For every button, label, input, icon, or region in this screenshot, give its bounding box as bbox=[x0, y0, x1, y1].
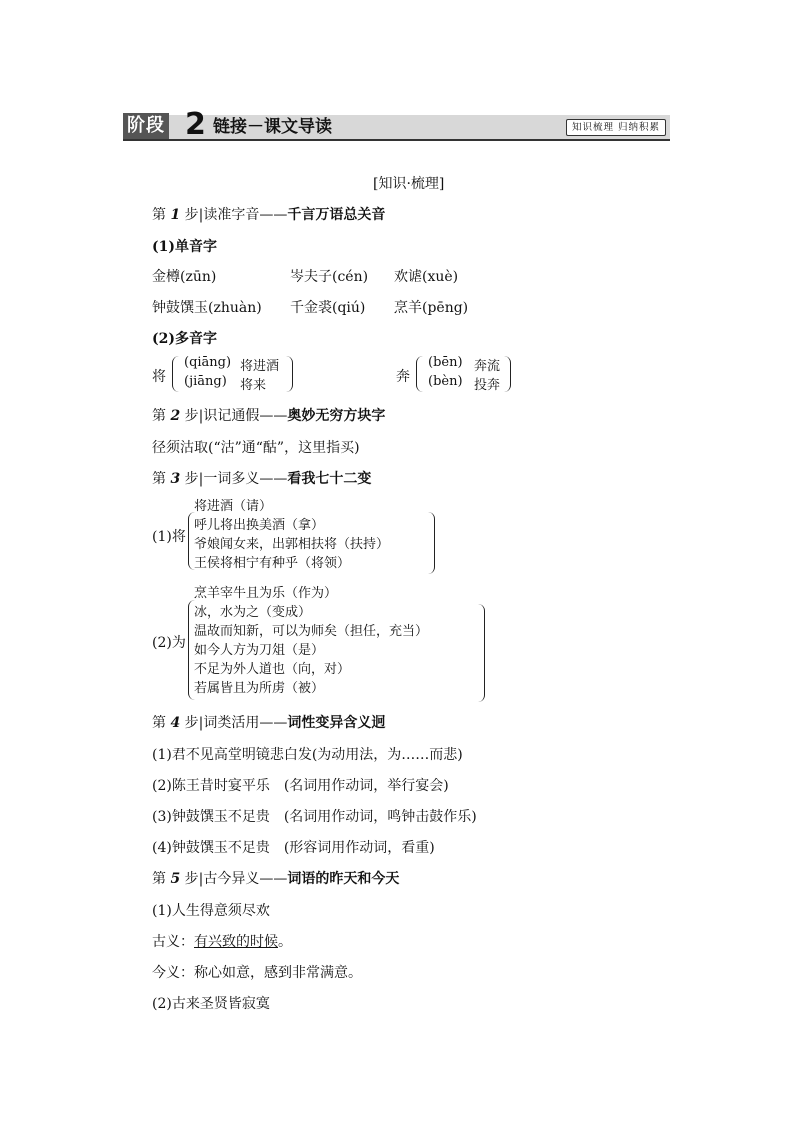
ancient-meaning: 古义：有兴致的时候。 bbox=[152, 934, 292, 950]
step-5-sub-b: (2)古来圣贤皆寂寞 bbox=[152, 996, 270, 1012]
polysemy-item: 王侯将相宁有种乎（将领） bbox=[194, 556, 351, 571]
poly-ben-char: 奔 bbox=[396, 369, 410, 385]
poly-jiang-r2: (jiāng) bbox=[184, 374, 227, 389]
polysemy-item: 如今人方为刀俎（是） bbox=[194, 643, 325, 658]
polysemy-item: 温故而知新，可以为师矣（担任，充当） bbox=[194, 624, 429, 639]
modern-meaning: 今义：称心如意，感到非常满意。 bbox=[152, 965, 362, 981]
word-2: 岑夫子(cén) bbox=[290, 269, 369, 285]
word-1: 金樽(zūn) bbox=[152, 269, 217, 285]
left-brace bbox=[416, 356, 423, 392]
right-brace bbox=[286, 356, 293, 392]
poly-jiang-char: 将 bbox=[152, 369, 166, 385]
right-brace bbox=[428, 512, 435, 574]
step-4-heading: 第 4 步|词类活用——词性变异含义迥 bbox=[152, 715, 386, 731]
step-1-sub-a: (1)单音字 bbox=[152, 239, 217, 255]
step-1-heading: 第 1 步|读准字音——千言万语总关音 bbox=[152, 207, 386, 223]
polysemy-item: 爷娘闻女来，出郭相扶将（扶持） bbox=[194, 537, 390, 552]
word-6: 烹羊(pēng) bbox=[394, 300, 469, 316]
step-2-heading: 第 2 步|识记通假——奥妙无穷方块字 bbox=[152, 408, 386, 424]
polysemy-item: 不足为外人道也（向，对） bbox=[194, 662, 351, 677]
step-4-item: (4)钟鼓馔玉不足贵 (形容词用作动词，看重) bbox=[152, 840, 435, 856]
banner-stage-number: 2 bbox=[185, 107, 206, 142]
step-4-item: (2)陈王昔时宴平乐 (名词用作动词，举行宴会) bbox=[152, 778, 449, 794]
polysemy-wei-head: (2)为 bbox=[152, 635, 186, 651]
poly-jiang-w2: 将来 bbox=[240, 378, 267, 393]
poly-ben-r2: (bèn) bbox=[428, 374, 463, 389]
step-4-item: (3)钟鼓馔玉不足贵 (名词用作动词，鸣钟击鼓作乐) bbox=[152, 809, 477, 825]
poly-ben-r1: (bēn) bbox=[428, 355, 463, 370]
step-5-sub-a: (1)人生得意须尽欢 bbox=[152, 903, 270, 919]
polysemy-item: 烹羊宰牛且为乐（作为） bbox=[194, 586, 338, 601]
polysemy-item: 若属皆且为所虏（被） bbox=[194, 681, 325, 696]
polysemy-item: 冰，水为之（变成） bbox=[194, 605, 312, 620]
step-5-heading: 第 5 步|古今异义——词语的昨天和今天 bbox=[152, 871, 400, 887]
step-1-sub-b: (2)多音字 bbox=[152, 331, 217, 347]
poly-jiang-r1: (qiāng) bbox=[184, 355, 232, 370]
word-5: 千金裘(qiú) bbox=[290, 300, 366, 316]
section-title: [知识·梳理] bbox=[373, 176, 445, 192]
word-4: 钟鼓馔玉(zhuàn) bbox=[152, 300, 262, 316]
word-3: 欢谑(xuè) bbox=[394, 269, 459, 285]
banner-tag: 知识梳理 归纳积累 bbox=[566, 119, 666, 136]
left-brace bbox=[172, 356, 179, 392]
step-4-item: (1)君不见高堂明镜悲白发(为动用法，为……而悲) bbox=[152, 747, 463, 763]
stage-banner bbox=[123, 107, 670, 142]
banner-stage-label: 阶段 bbox=[123, 113, 169, 139]
poly-jiang-w1: 将进酒 bbox=[240, 359, 280, 374]
step-2-text: 径须沽取(“沽”通“酤”，这里指买) bbox=[152, 440, 360, 456]
poly-ben-w1: 奔流 bbox=[474, 359, 501, 374]
polysemy-jiang-head: (1)将 bbox=[152, 529, 186, 545]
poly-ben-w2: 投奔 bbox=[474, 378, 501, 393]
polysemy-item: 呼儿将出换美酒（拿） bbox=[194, 518, 325, 533]
step-3-heading: 第 3 步|一词多义——看我七十二变 bbox=[152, 471, 372, 487]
right-brace bbox=[478, 604, 485, 702]
right-brace bbox=[504, 356, 511, 392]
polysemy-item: 将进酒（请） bbox=[194, 499, 273, 514]
banner-title: 链接－课文导读 bbox=[213, 117, 332, 137]
